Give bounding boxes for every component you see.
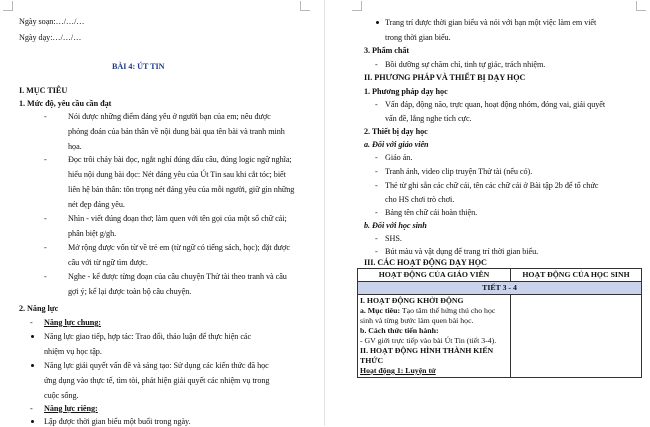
dash-marker: -	[44, 243, 47, 252]
gv-activity-cell	[358, 295, 511, 378]
dash-marker: -	[375, 181, 378, 190]
hinh-thanh-heading: II. HOẠT ĐỘNG HÌNH THÀNH KIẾN	[360, 346, 494, 355]
item-line: phân biệt g/gh.	[68, 229, 117, 238]
cach-thuc-heading: b. Cách thức tiến hành:	[360, 326, 439, 335]
item-line: Tranh ảnh, video clip truyện Thử tài (nếu có).	[385, 167, 533, 176]
item-line: Bảng tên chữ cái hoàn thiện.	[385, 208, 478, 217]
corner-mark-top-right	[300, 1, 310, 11]
bullet-dot	[31, 420, 34, 423]
hs-activity-cell	[511, 295, 642, 378]
dash-marker: -	[375, 167, 378, 176]
dash-marker: -	[44, 155, 47, 164]
item-line: SHS.	[385, 234, 402, 243]
item-line: Mở rộng được vốn từ về trẻ em (từ ngữ có tiếng sách, học); đặt được	[68, 243, 290, 252]
item-line: Năng lực giao tiếp, hợp tác: Trao đổi, thảo luận để thực hiện các	[44, 332, 252, 341]
nang-luc-rieng-heading: Năng lực riêng:	[44, 404, 98, 413]
hoat-dong-1-heading: Hoạt động 1: Luyện tử	[360, 366, 436, 375]
activity-table	[357, 268, 642, 378]
item-line: nét đẹp đáng yêu.	[68, 200, 125, 209]
muc-tieu-label: a. Mục tiêu:	[360, 306, 401, 315]
bullet-dot	[31, 335, 34, 338]
item-line: Nhìn - viết đúng đoạn thơ; làm quen với tên gọi của một số chữ cái;	[68, 214, 287, 223]
dash-marker: -	[375, 153, 378, 162]
hinh-thanh-heading-2: THỨC	[360, 356, 384, 365]
muc-do-heading: 1. Mức độ, yêu cầu cần đạt	[19, 99, 112, 108]
col-header-gv: HOẠT ĐỘNG CỦA GIÁO VIÊN	[358, 269, 511, 282]
corner-mark-top-left	[3, 1, 13, 11]
bullet-dot	[376, 21, 379, 24]
dash-marker: -	[30, 318, 33, 327]
dash-marker: -	[375, 60, 378, 69]
col-header-hs: HOẠT ĐỘNG CỦA HỌC SINH	[511, 269, 642, 282]
ngay-soan: Ngày soạn:…/…/…	[19, 17, 85, 26]
item-line: vấn đề, lắng nghe tích cực.	[385, 114, 472, 123]
muc-tieu-text-2: sinh và từng bước làm quen bài học.	[360, 316, 474, 325]
section-cac-hoat-dong: III. CÁC HOẠT ĐỘNG DẠY HỌC	[364, 258, 487, 267]
item-line: Lập được thời gian biểu một buổi trong ngày.	[44, 417, 191, 426]
dash-marker: -	[375, 247, 378, 256]
item-line: Năng lực giải quyết vấn đề và sáng tạo: Sử dụng các kiến thức đã học	[44, 361, 269, 370]
item-line: Nói được những điểm đáng yêu ở người bạn của em; nêu được	[68, 112, 271, 121]
gv-intro-line: - GV giới trực tiếp vào bài Út Tin (tiết 3-4).	[360, 336, 497, 345]
lesson-title: BÀI 4: ÚT TIN	[112, 62, 165, 71]
dash-marker: -	[44, 272, 47, 281]
bullet-dot	[31, 364, 34, 367]
dash-marker: -	[375, 100, 378, 109]
item-line: hiểu nội dung bài đọc: Nét đáng yêu của Út Tin sau khi cắt tóc; biết	[68, 170, 286, 179]
dash-marker: -	[375, 208, 378, 217]
item-line: gợi ý; kể lại được toàn bộ câu chuyện.	[68, 287, 192, 296]
hs-heading: b. Đối với học sinh	[364, 221, 427, 230]
dash-marker: -	[44, 112, 47, 121]
item-line: Đọc trôi chảy bài đọc, ngắt nghỉ đúng dấu câu, đúng logic ngữ nghĩa;	[68, 155, 292, 164]
section-ppdh: II. PHƯƠNG PHÁP VÀ THIẾT BỊ DẠY HỌC	[364, 73, 526, 82]
item-line: trong thời gian biểu.	[385, 33, 451, 42]
item-line: Nghe - kể được từng đoạn của câu chuyện Thử tài theo tranh và câu	[68, 272, 287, 281]
item-line: ứng dụng vào thực tế, tìm tòi, phát hiện giải quyết các nhiệm vụ trong	[44, 376, 270, 385]
tiet-row: TIẾT 3 - 4	[358, 282, 642, 295]
muc-tieu-line	[360, 306, 508, 316]
dash-marker: -	[44, 214, 47, 223]
item-line: Trang trí được thời gian biểu và nói với bạn một việc làm em viết	[385, 18, 597, 27]
muc-tieu-text: Tạo tâm thế hứng thú cho học	[401, 306, 496, 315]
item-line: cuộc sống.	[44, 391, 79, 400]
section-muc-tieu: I. MỤC TIÊU	[19, 86, 68, 95]
item-line: họa.	[68, 142, 82, 151]
page-divider	[324, 0, 325, 426]
corner-mark-top-right-2	[636, 1, 646, 11]
dash-marker: -	[30, 404, 33, 413]
item-line: liên hệ bản thân: tôn trọng nét đáng yêu của mỗi người, giữ gìn những	[68, 185, 295, 194]
item-line: phỏng đoán của bản thân về nội dung bài qua tên bài và tranh minh	[68, 127, 285, 136]
nang-luc-heading: 2. Năng lực	[19, 304, 59, 313]
corner-mark-top-left-2	[352, 1, 362, 11]
item-line: nhiệm vụ học tập.	[44, 347, 102, 356]
tb-heading: 2. Thiết bị dạy học	[364, 127, 428, 136]
item-line: Giáo án.	[385, 153, 413, 162]
dash-marker: -	[375, 234, 378, 243]
item-line: Thẻ từ ghi sẵn các chữ cái, tên các chữ cái ở Bài tập 2b để tổ chức	[385, 181, 599, 190]
item-line: cho HS chơi trò chơi.	[385, 195, 455, 204]
pham-chat-heading: 3. Phẩm chất	[364, 46, 410, 55]
nang-luc-chung-heading: Năng lực chung:	[44, 318, 101, 327]
pp-heading: 1. Phương pháp dạy học	[364, 87, 448, 96]
ngay-day: Ngày dạy:…/…/…	[19, 33, 82, 42]
item-line: Vấn đáp, động não, trực quan, hoạt động nhóm, đóng vai, giải quyết	[385, 100, 606, 109]
gv-heading: a. Đối với giáo viên	[364, 140, 429, 149]
item-line: câu với từ ngữ tìm được.	[68, 258, 148, 267]
khoi-dong-heading: I. HOẠT ĐỘNG KHỞI ĐỘNG	[360, 296, 464, 305]
item-line: Bồi dưỡng sự chăm chỉ, tinh tự giác, trách nhiệm.	[385, 60, 546, 69]
item-line: Bút màu và vật dụng để trang trí thời gian biểu.	[385, 247, 539, 256]
